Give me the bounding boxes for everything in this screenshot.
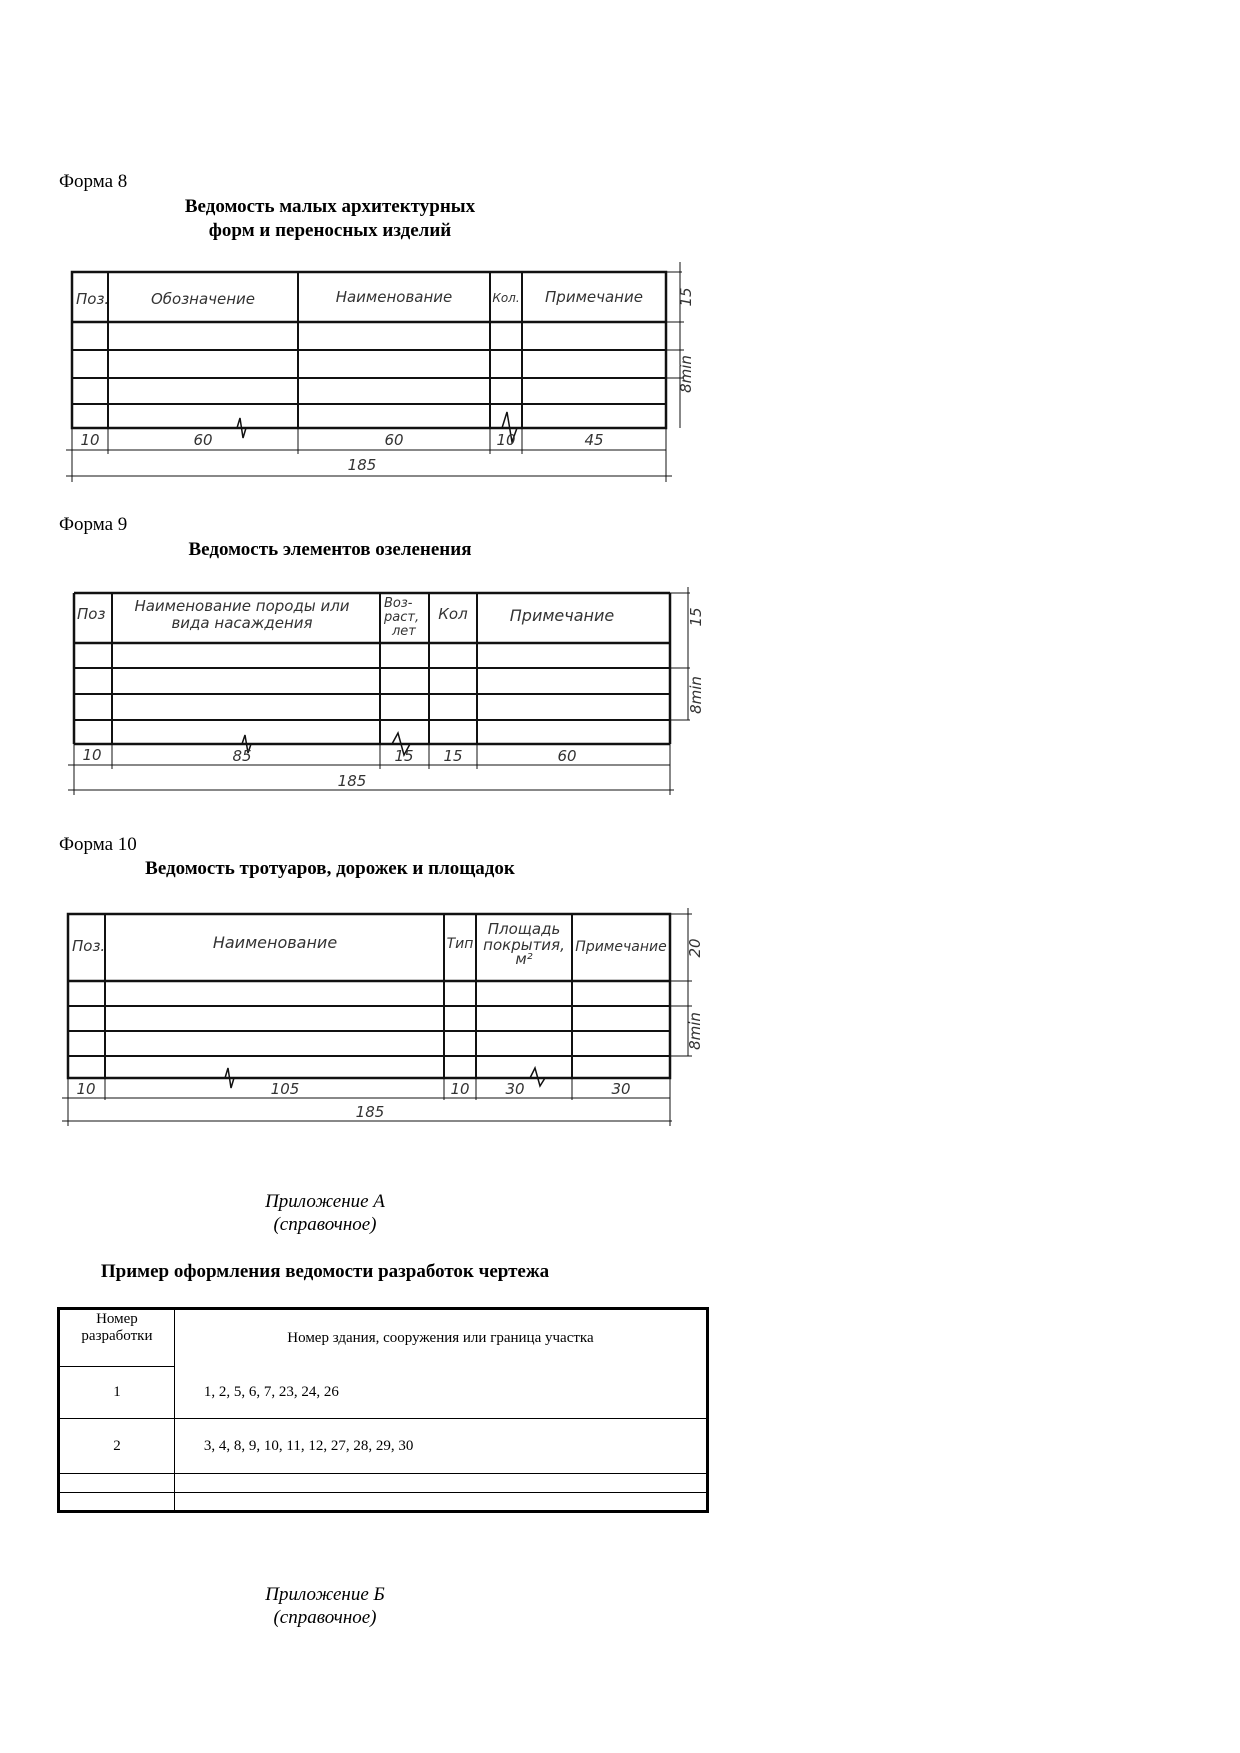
form10-header-pos: Поз. [72,937,106,955]
form9-total-width: 185 [337,772,367,790]
form9-width-pos: 10 [82,746,102,764]
form10-header-height: 20 [686,938,704,958]
form10-width-name: 105 [270,1080,300,1098]
row3-desc [174,1474,707,1493]
form9-header-age-line2: раст, [384,610,420,625]
form9-header-height: 15 [687,607,705,627]
form10-header-area-line3: м² [515,950,533,968]
row2-number: 2 [59,1419,175,1474]
table-row [59,1419,708,1474]
row4-desc [174,1493,707,1512]
form9-header-age-line3: лет [392,624,416,639]
appendix-b-line1: Приложение Б [265,1584,385,1605]
appendix-a-heading [200,1190,450,1236]
appendix-b-heading [200,1583,450,1629]
table-row [59,1474,708,1493]
form9-width-name: 85 [232,747,252,765]
form8-width-note: 45 [584,431,604,449]
form8-width-qty: 10 [496,431,516,449]
form9-drawing [62,585,712,800]
development-table [57,1307,709,1513]
form8-header-name: Наименование [335,288,453,306]
row1-desc: 1, 2, 5, 6, 7, 23, 24, 26 [174,1367,707,1419]
form8-title-line1: Ведомость малых архитектурных [184,196,476,217]
form9-header-name-line2: вида насаждения [171,614,313,632]
form8-drawing [62,262,702,487]
header-desc-cell: Номер здания, сооружения или граница участка [174,1309,707,1367]
form9-header-qty: Кол [438,605,468,623]
form8-header-note: Примечание [545,288,643,306]
form10-header-area-line2: покрытия, [483,936,565,954]
form8-header-designation: Обозначение [150,290,256,308]
form10-row-height: 8min [686,1012,704,1050]
appendix-a-title: Пример оформления ведомости разработок чертежа [100,1261,550,1282]
form9-header-pos: Поз [77,605,106,623]
form8-label: Форма 8 [59,171,128,192]
form10-header-type: Тип [446,936,474,952]
row3-number [59,1474,175,1493]
form10-width-area: 30 [505,1080,525,1098]
appendix-a-line1: Приложение А [265,1191,385,1212]
header-number-cell [59,1309,175,1367]
form8-title-line2: форм и переносных изделий [208,220,452,241]
row4-number [59,1493,175,1512]
form8-width-designation: 60 [193,431,213,449]
form8-total-width: 185 [347,456,377,474]
form9-label: Форма 9 [59,514,128,535]
header-number-line2: разработки [81,1328,153,1344]
table-row [59,1493,708,1512]
form8-header-pos: Поз. [76,290,110,308]
form10-width-pos: 10 [76,1080,96,1098]
form10-label: Форма 10 [59,834,137,855]
form10-title: Ведомость тротуаров, дорожек и площадок [145,858,515,879]
form9-header-note: Примечание [509,606,615,625]
form10-width-note: 30 [611,1080,631,1098]
form10-width-type: 10 [450,1080,470,1098]
form10-total-width: 185 [355,1103,385,1121]
form9-row-height: 8min [687,676,705,714]
form10-drawing [60,906,710,1131]
table-row [59,1367,708,1419]
form9-title: Ведомость элементов озеленения [188,539,472,560]
form8-row-height: 8min [677,355,695,393]
form9-width-note: 60 [557,747,577,765]
form9-width-qty: 15 [443,747,463,765]
row1-number: 1 [59,1367,175,1419]
form8-width-name: 60 [384,431,404,449]
form9-width-age: 15 [394,747,414,765]
form9-header-age-line1: Воз- [384,596,413,611]
form9-header-name-line1: Наименование породы или [134,597,350,615]
form10-header-note: Примечание [575,939,667,955]
appendix-b-line2: (справочное) [273,1607,377,1628]
form8-header-qty: Кол. [492,291,520,305]
header-number-line1: Номер [96,1311,138,1327]
appendix-a-line2: (справочное) [273,1214,377,1235]
table-header-row [59,1309,708,1367]
row2-desc: 3, 4, 8, 9, 10, 11, 12, 27, 28, 29, 30 [174,1419,707,1474]
form10-header-area-line1: Площадь [487,920,561,938]
form8-title [120,195,540,243]
form10-header-name: Наименование [212,933,338,952]
form8-header-height: 15 [677,287,695,307]
form8-width-pos: 10 [80,431,100,449]
